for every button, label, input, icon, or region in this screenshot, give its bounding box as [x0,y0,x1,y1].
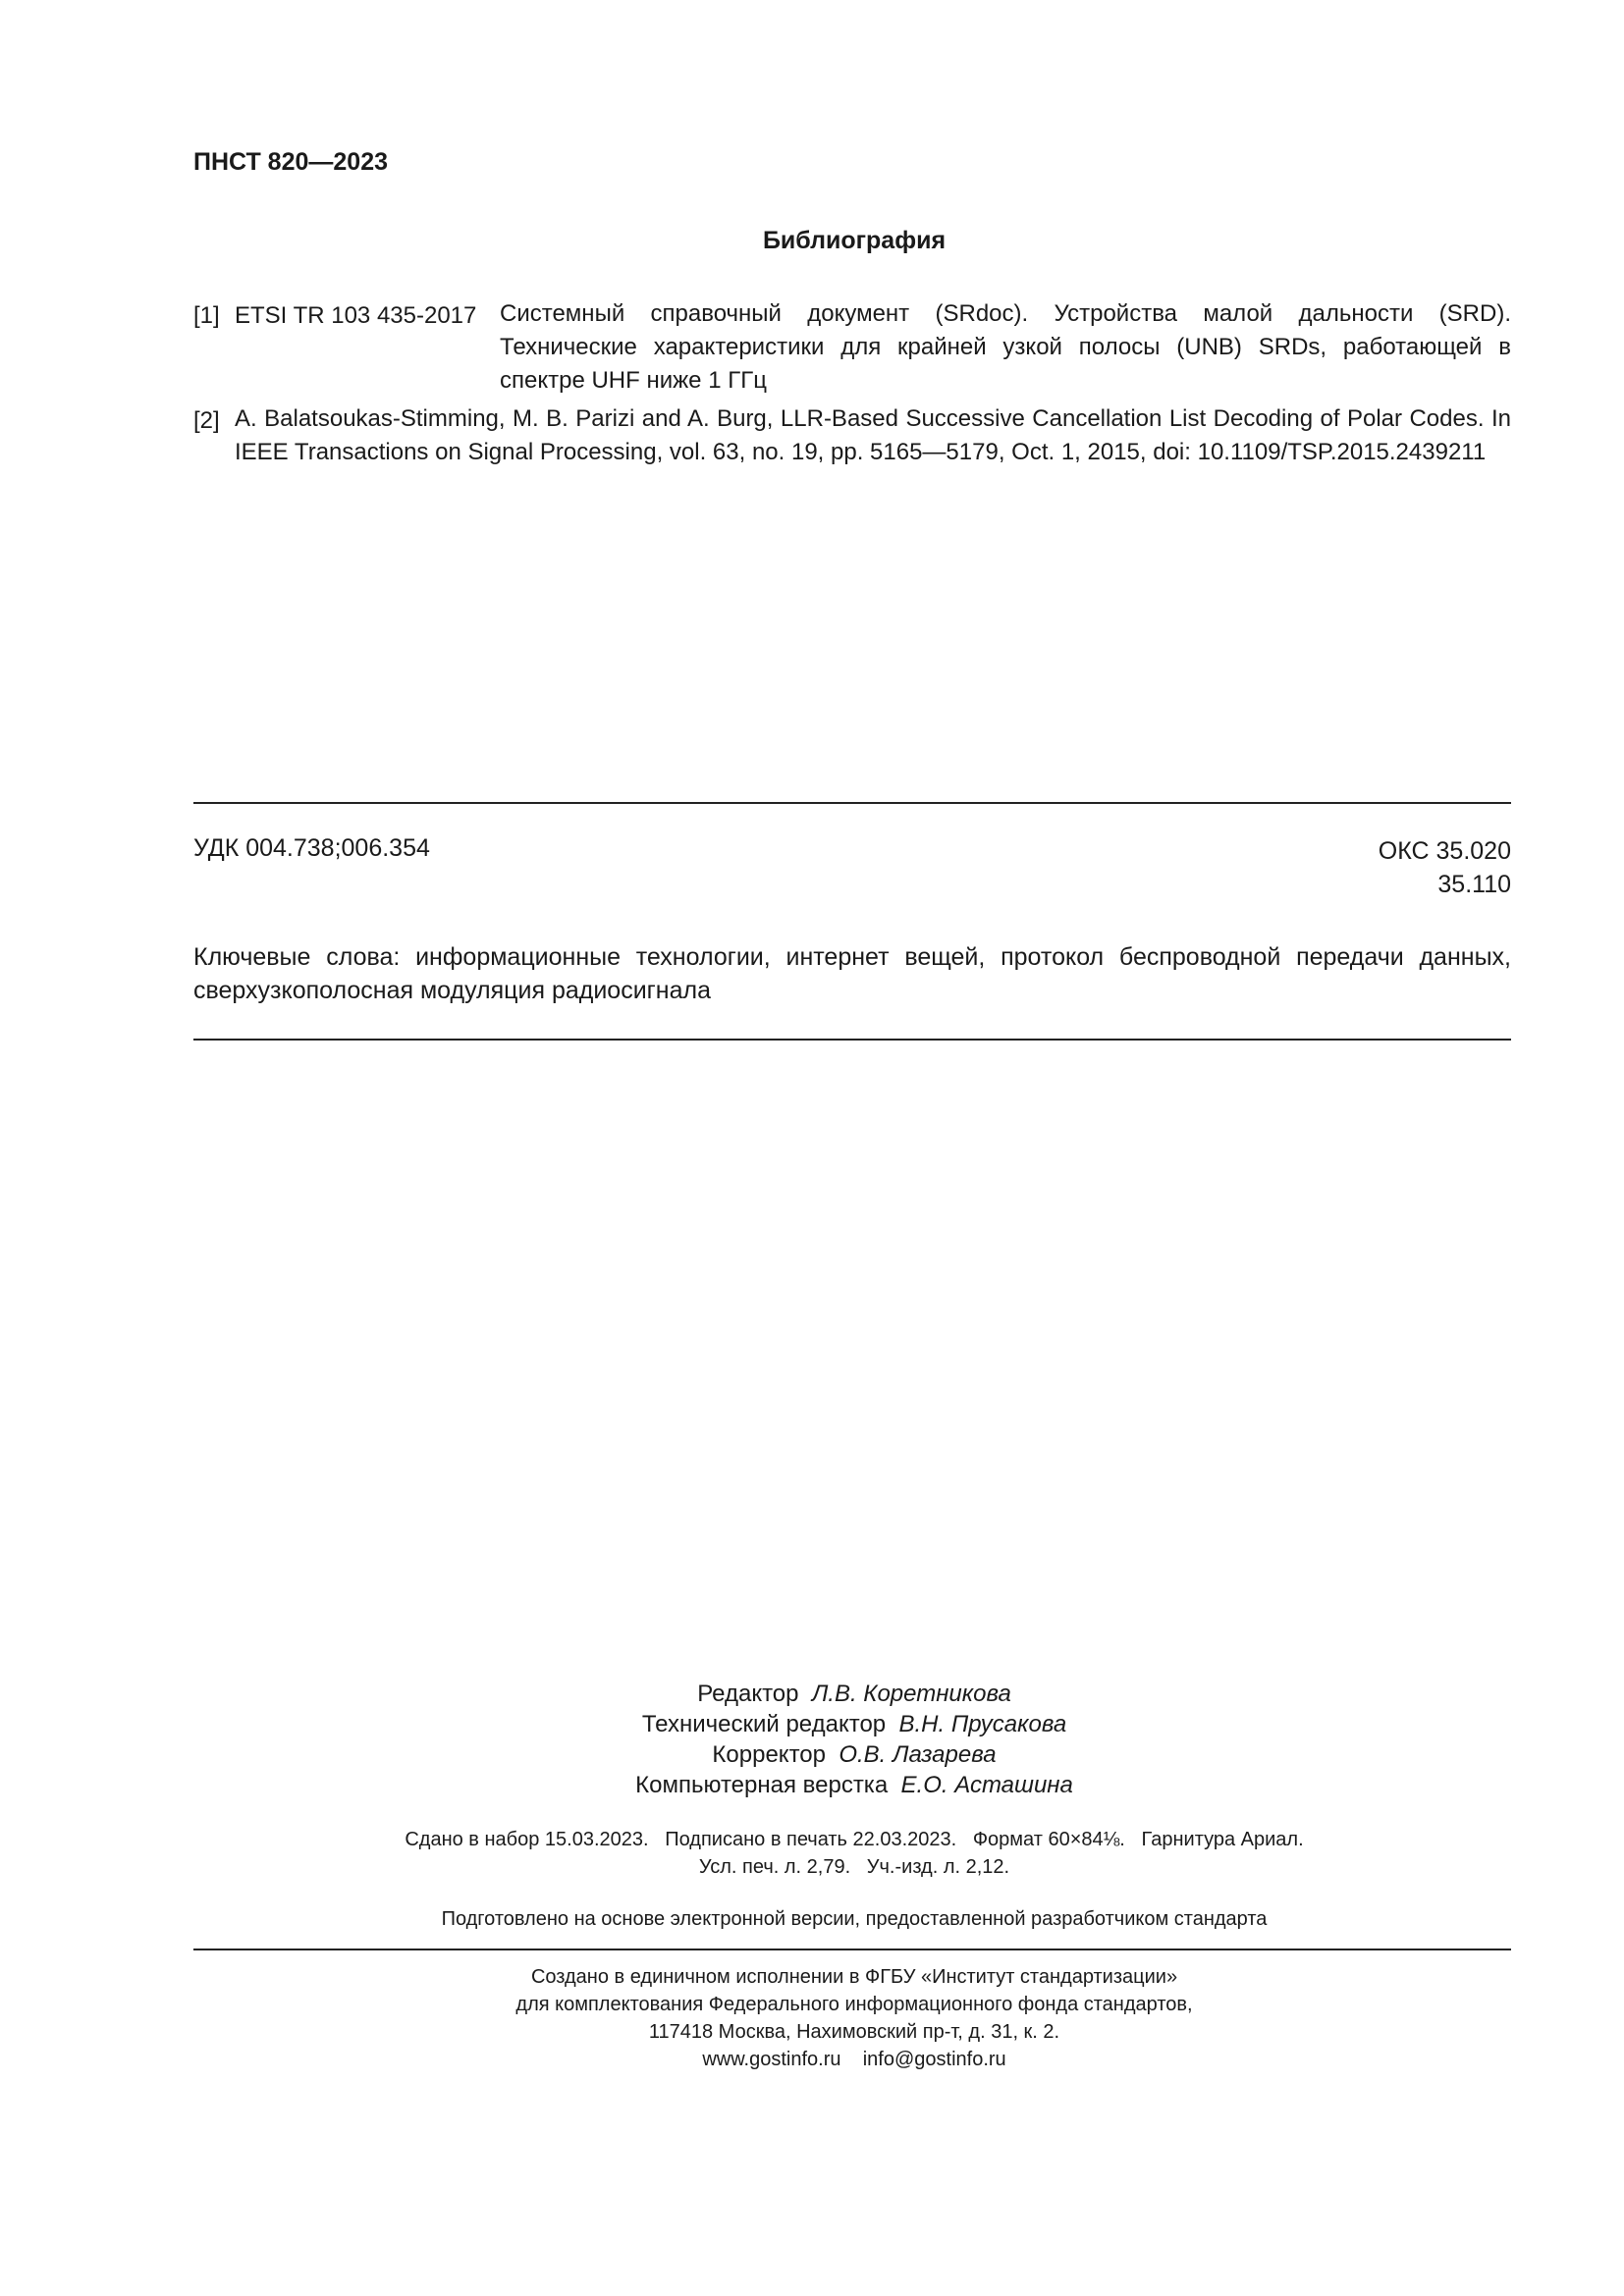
bibliography-title: Библиография [762,227,947,254]
prepared-note: Подготовлено на основе электронной версии, предоставленной разработчиком стандарта [441,1908,1268,1930]
credit-editor [0,1679,1624,1709]
oks-code-2: 35.110 [1437,871,1511,898]
keywords: Ключевые слова: информационные технологии, интернет вещей, протокол беспроводной передачи данных, сверхузкополосная модуляция радиосигнала [193,943,1511,1004]
credit-role: Корректор [712,1741,826,1768]
udk-code: УДК 004.738;006.354 [193,834,430,862]
document-code: ПНСТ 820—2023 [193,148,388,176]
credit-name: Л.В. Коретникова [811,1681,1011,1707]
credit-role: Компьютерная верстка [635,1772,889,1798]
divider-top [193,802,1511,804]
ref-1-source: ETSI TR 103 435-2017 [235,302,477,329]
credit-name: В.Н. Прусакова [898,1711,1067,1737]
created-line-2: для комплектования Федерального информационного фонда стандартов, [515,1994,1193,2015]
created-line-1: Создано в единичном исполнении в ФГБУ «Институт стандартизации» [530,1966,1178,1988]
publication-line-1: Сдано в набор 15.03.2023. Подписано в печать 22.03.2023. Формат 60×84⅛. Гарнитура Ариал. [405,1829,1304,1850]
credit-layout [0,1770,1624,1800]
credit-name: Е.О. Асташина [900,1772,1073,1798]
publication-info [0,1826,1624,1881]
ref-2-number: [2] [193,407,220,434]
created-line-4: www.gostinfo.ru info@gostinfo.ru [702,2049,1006,2070]
credit-name: О.В. Лазарева [839,1741,997,1768]
divider-middle [193,1039,1511,1041]
publication-line-2: Усл. печ. л. 2,79. Уч.-изд. л. 2,12. [698,1856,1010,1878]
oks-code-1: ОКС 35.020 [1378,837,1511,865]
credit-corrector [0,1739,1624,1770]
credit-tech-editor [0,1709,1624,1739]
created-line-3: 117418 Москва, Нахимовский пр-т, д. 31, к. 2. [648,2021,1060,2043]
credits [0,1679,1624,1800]
credit-role: Редактор [697,1681,799,1707]
created-info [0,1963,1624,2073]
ref-1-text: Системный справочный документ (SRdoc). Устройства малой дальности (SRD). Технические характеристики для крайней узкой полосы (UNB) SRDs, работающей в спектре UHF ниже 1 ГГц [500,300,1511,394]
oks-codes [1379,834,1511,901]
ref-1-number: [1] [193,302,220,329]
credit-role: Технический редактор [641,1711,887,1737]
ref-2-text: A. Balatsoukas-Stimming, M. B. Parizi and A. Burg, LLR-Based Successive Cancellation List Decoding of Polar Codes. In IEEE Transactions on Signal Processing, vol. 63, no. 19, pp. 5165—5179, Oct. 1, 2015, doi: 10.1109/TSP.2015.2439211 [235,405,1511,465]
divider-bottom [193,1949,1511,1950]
